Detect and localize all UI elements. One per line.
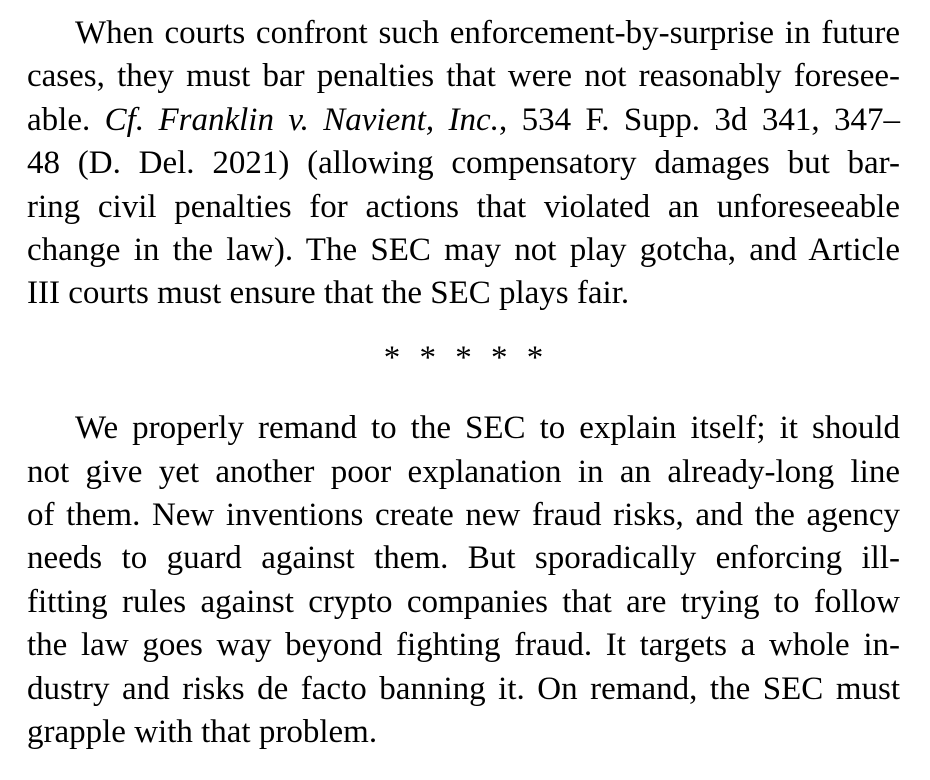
text-segment: 48 (D. Del. 2021) (allowing compensatory damages but bar- xyxy=(27,145,900,182)
text-line xyxy=(27,272,900,315)
text-line xyxy=(27,55,900,98)
section-break-asterisks: * * * * * xyxy=(383,339,544,376)
text-segment: change in the law). The SEC may not play gotcha, and Article xyxy=(27,232,900,269)
case-citation-italic: Cf. Franklin v. Navient, Inc. xyxy=(104,101,499,138)
paragraph xyxy=(27,12,900,316)
text-line xyxy=(27,451,900,494)
text-line xyxy=(27,624,900,667)
text-line xyxy=(27,99,900,142)
text-line xyxy=(27,142,900,185)
text-segment: needs to guard against them. But sporadically enforcing ill- xyxy=(27,540,900,577)
text-segment: , 534 F. Supp. 3d 341, 347– xyxy=(498,101,901,138)
text-line xyxy=(27,494,900,537)
text-segment: dustry and risks de facto banning it. On remand, the SEC must xyxy=(27,670,900,707)
text-segment: When courts confront such enforcement-by-surprise in future xyxy=(75,15,900,51)
text-line xyxy=(27,12,900,55)
text-segment: the law goes way beyond fighting fraud. It targets a whole in- xyxy=(27,627,900,664)
text-segment: fitting rules against crypto companies that are trying to follow xyxy=(27,583,900,620)
text-segment: cases, they must bar penalties that were not reasonably foresee- xyxy=(27,58,900,95)
text-line xyxy=(27,537,900,580)
text-line xyxy=(27,581,900,624)
text-segment: ring civil penalties for actions that violated an unforeseeable xyxy=(27,188,900,225)
text-segment: of them. New inventions create new fraud risks, and the agency xyxy=(27,497,900,534)
text-segment: grapple with that problem. xyxy=(27,714,378,751)
text-segment: We properly remand to the SEC to explain itself; it should xyxy=(75,410,900,447)
text-line xyxy=(27,668,900,711)
text-line xyxy=(27,407,900,450)
text-segment: not give yet another poor explanation in an already-long line xyxy=(27,453,900,490)
text-line xyxy=(27,711,900,754)
text-segment: III courts must ensure that the SEC plays fair. xyxy=(27,275,630,312)
paragraph xyxy=(27,407,900,754)
text-line xyxy=(27,229,900,272)
text-segment: able. xyxy=(27,101,105,138)
opinion-body xyxy=(27,12,900,755)
text-line xyxy=(27,186,900,229)
